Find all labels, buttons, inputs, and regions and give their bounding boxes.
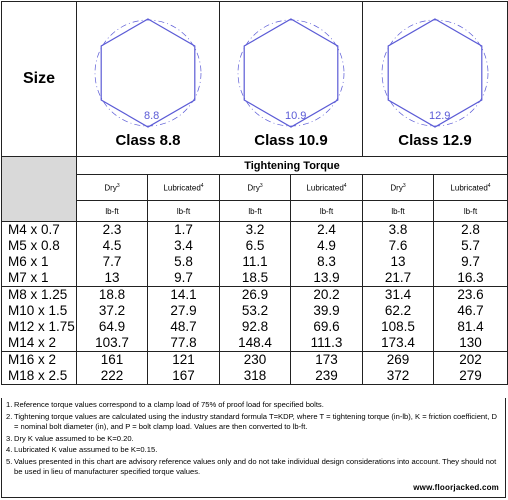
footnote-ref: 4	[200, 182, 204, 189]
torque-table	[1, 1, 508, 385]
footnote	[6, 434, 501, 444]
column-head-label: Lubricated	[306, 183, 344, 193]
torque-value: 62.2	[384, 303, 412, 318]
torque-value-cell	[77, 287, 148, 352]
column-heads-row	[2, 175, 508, 201]
bolt-size: M10 x 1.5	[8, 303, 68, 318]
site-credit: www.floorjacked.com	[413, 482, 499, 492]
footnote-number: 3.	[6, 433, 13, 443]
torque-value-cell	[220, 352, 291, 385]
bolt-group-row	[2, 352, 508, 385]
unit-label: lb-ft	[220, 201, 291, 222]
torque-value: 18.5	[241, 270, 269, 285]
bolt-size: M12 x 1.75	[8, 319, 75, 334]
footnote-number: 2.	[6, 411, 13, 421]
bolt-size: M16 x 2	[8, 352, 57, 367]
torque-value: 5.7	[461, 238, 480, 253]
torque-value: 18.8	[98, 287, 126, 302]
torque-value: 2.8	[461, 222, 480, 237]
column-head-label: Dry	[104, 183, 117, 193]
unit-label: lb-ft	[434, 201, 508, 222]
bolt-size-cell	[2, 287, 77, 352]
footnote	[6, 445, 501, 455]
bolt-group-row	[2, 222, 508, 287]
bolt-group-row	[2, 287, 508, 352]
torque-value: 81.4	[457, 319, 484, 334]
torque-value: 26.9	[241, 287, 269, 302]
torque-value: 16.3	[457, 270, 484, 285]
torque-value: 148.4	[238, 335, 272, 350]
torque-value-cell	[434, 287, 508, 352]
torque-value: 23.6	[457, 287, 484, 302]
size-label: Size	[22, 70, 55, 87]
column-head-label: Dry	[247, 183, 260, 193]
bolt-size: M8 x 1.25	[8, 287, 68, 302]
footnote-ref: 3	[402, 182, 406, 189]
torque-value-cell	[434, 222, 508, 287]
torque-value: 279	[459, 368, 482, 383]
gray-corner-cell	[2, 157, 77, 222]
bolt-size: M6 x 1	[8, 254, 49, 269]
tightening-torque-header: Tightening Torque	[77, 157, 508, 175]
column-head	[77, 175, 148, 201]
torque-value: 173.4	[381, 335, 415, 350]
hex-grade-label: 10.9	[285, 110, 307, 122]
torque-value: 69.6	[313, 319, 340, 334]
torque-value: 48.7	[170, 319, 197, 334]
torque-value: 21.7	[384, 270, 412, 285]
footnote-text: Tightening torque values are calculated using the industry standard formula T=KDP, where T = tightening torque (in-lb), K = friction coefficient, D = nominal bolt diameter (in), and P = bolt clamp load. Values are then converted to lb-ft.	[14, 411, 497, 431]
torque-value: 202	[459, 352, 482, 367]
bolt-size: M5 x 0.8	[8, 238, 60, 253]
bolt-size: M7 x 1	[8, 270, 49, 285]
torque-value: 222	[100, 368, 124, 383]
footnote-ref: 4	[343, 182, 347, 189]
class-10-9-cell	[220, 2, 363, 157]
torque-value: 8.3	[317, 254, 336, 269]
torque-value: 13	[390, 254, 406, 269]
torque-value: 46.7	[457, 303, 484, 318]
torque-value-cell	[363, 287, 434, 352]
bolt-size-cell	[2, 352, 77, 385]
torque-value-cell	[77, 222, 148, 287]
column-head-label: Dry	[390, 183, 403, 193]
torque-value: 103.7	[95, 335, 129, 350]
torque-value: 3.8	[388, 222, 408, 237]
torque-value: 13.9	[313, 270, 340, 285]
torque-value-cell	[148, 287, 220, 352]
bolt-size: M4 x 0.7	[8, 222, 60, 237]
torque-value: 64.9	[98, 319, 126, 334]
hex-grade-label: 8.8	[144, 110, 160, 122]
torque-value: 11.1	[242, 254, 268, 269]
torque-value: 3.4	[174, 238, 193, 253]
torque-value-cell	[148, 352, 220, 385]
class-title: Class 10.9	[254, 132, 328, 149]
footnote-ref: 4	[487, 182, 491, 189]
torque-value-cell	[220, 222, 291, 287]
unit-label: lb-ft	[363, 201, 434, 222]
torque-value-cell	[363, 352, 434, 385]
torque-value: 27.9	[170, 303, 197, 318]
column-head	[363, 175, 434, 201]
torque-value: 269	[386, 352, 410, 367]
torque-value: 14.1	[170, 287, 197, 302]
class-8-8-cell	[77, 2, 220, 157]
torque-value: 108.5	[381, 319, 415, 334]
torque-value: 7.6	[388, 238, 408, 253]
torque-value: 53.2	[241, 303, 269, 318]
bolt-size: M14 x 2	[8, 335, 57, 350]
torque-value: 239	[315, 368, 338, 383]
footnote-ref: 3	[259, 182, 263, 189]
footnote-number: 4.	[6, 445, 13, 455]
footnote	[6, 400, 501, 410]
class-title: Class 12.9	[398, 132, 472, 149]
torque-value: 92.8	[241, 319, 269, 334]
torque-value: 3.2	[245, 222, 265, 237]
class-12-9-cell	[363, 2, 508, 157]
torque-value: 121	[172, 352, 195, 367]
unit-label: lb-ft	[291, 201, 363, 222]
size-header	[2, 2, 77, 157]
footnote-ref: 3	[116, 182, 120, 189]
footnote-number: 1.	[6, 400, 13, 409]
torque-value: 372	[386, 368, 410, 383]
torque-value: 37.2	[98, 303, 126, 318]
torque-value: 9.7	[461, 254, 480, 269]
unit-label: lb-ft	[77, 201, 148, 222]
torque-value: 6.5	[245, 238, 265, 253]
torque-value: 13	[104, 270, 120, 285]
hex-bolt-head-icon	[375, 13, 495, 133]
bolt-size: M18 x 2.5	[8, 368, 68, 383]
torque-value: 4.5	[102, 238, 122, 253]
torque-value: 161	[100, 352, 124, 367]
footnotes	[1, 398, 506, 498]
column-head	[434, 175, 508, 201]
torque-value: 111.3	[310, 335, 343, 350]
column-head	[148, 175, 220, 201]
hex-bolt-head-icon	[231, 13, 351, 133]
torque-value: 4.9	[317, 238, 336, 253]
torque-value: 2.3	[102, 222, 122, 237]
torque-value: 77.8	[170, 335, 197, 350]
bolt-size-cell	[2, 222, 77, 287]
torque-value: 31.4	[384, 287, 412, 302]
torque-value: 1.7	[174, 222, 193, 237]
torque-value-cell	[148, 222, 220, 287]
footnote-text: Dry K value assumed to be K=0.20.	[14, 433, 134, 443]
hex-grade-label: 12.9	[429, 110, 451, 122]
torque-value-cell	[434, 352, 508, 385]
footnote-number: 5.	[6, 457, 13, 467]
torque-value: 20.2	[313, 287, 340, 302]
torque-value: 39.9	[313, 303, 340, 318]
torque-value: 9.7	[174, 270, 193, 285]
torque-value-cell	[220, 287, 291, 352]
torque-value-cell	[77, 352, 148, 385]
torque-value: 167	[172, 368, 195, 383]
torque-value: 7.7	[102, 254, 122, 269]
torque-value-cell	[291, 352, 363, 385]
torque-value-cell	[291, 222, 363, 287]
torque-value: 2.4	[317, 222, 336, 237]
torque-value: 230	[243, 352, 267, 367]
torque-value: 130	[459, 335, 482, 350]
column-head-label: Lubricated	[450, 183, 488, 193]
footnote-text: Values presented in this chart are advisory reference values only and do not take individual design considerations into account. They should not be used in lieu of manufacturer specified torque values.	[14, 457, 497, 477]
units-row	[2, 201, 508, 222]
unit-label: lb-ft	[148, 201, 220, 222]
footnote-text: Lubricated K value assumed to be K=0.15.	[14, 445, 158, 455]
column-head	[220, 175, 291, 201]
hex-bolt-head-icon	[88, 13, 208, 133]
class-header-row	[2, 2, 508, 157]
tightening-torque-row	[2, 157, 508, 175]
footnote-text: Reference torque values correspond to a clamp load of 75% of proof load for specified bolts.	[14, 400, 324, 409]
column-head-label: Lubricated	[163, 183, 201, 193]
footnote	[6, 412, 501, 433]
class-title: Class 8.8	[115, 132, 181, 149]
torque-value-cell	[363, 222, 434, 287]
footnote	[6, 457, 501, 478]
torque-value: 5.8	[174, 254, 193, 269]
torque-value-cell	[291, 287, 363, 352]
torque-value: 318	[243, 368, 267, 383]
column-head	[291, 175, 363, 201]
torque-value: 173	[315, 352, 338, 367]
